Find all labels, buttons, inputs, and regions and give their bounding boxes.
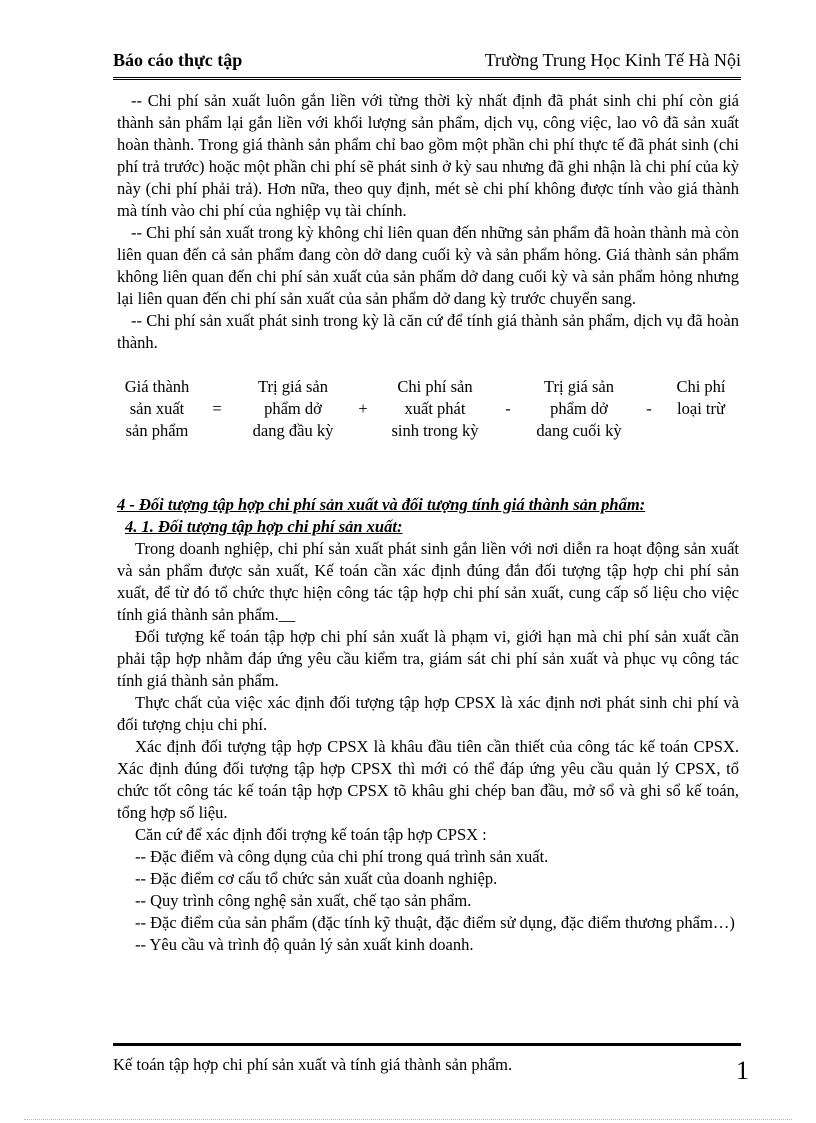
formula-operator: = <box>212 399 222 418</box>
formula-operator: - <box>505 399 511 418</box>
paragraph: -- Chi phí sản xuất phát sinh trong kỳ là căn cứ để tính giá thành sản phẩm, dịch vụ đã hoàn thành. <box>117 311 739 352</box>
subsection-heading: 4. 1. Đối tượng tập hợp chi phí sản xuất: <box>125 517 403 536</box>
list-item: -- Đặc điểm và công dụng của chi phí trong quá trình sản xuất. <box>135 847 549 866</box>
paragraph: Đối tượng kế toán tập hợp chi phí sản xuất là phạm vi, giới hạn mà chi phí sản xuất cần phải tập hợp nhằm đáp ứng yêu cầu kiểm tra, giám sát chi phí sản xuất và phục vụ công tác tính giá thành sản phẩm. <box>117 627 739 690</box>
paragraph: Xác định đối tượng tập hợp CPSX là khâu đầu tiên cần thiết của công tác kế toán CPSX. Xác định đúng đối tượng tập hợp CPSX thì mới có thể đáp ứng yêu cầu quản lý CPSX, tổ chức tốt công tác kế toán tập hợp CPSX tõ khâu ghi chép ban đầu, mở sổ và ghi sổ kế toán, tổng hợp số liệu. <box>117 737 739 822</box>
page-body <box>117 90 739 956</box>
formula-term-closing-wip: Trị giá sản phẩm dở dang cuối kỳ <box>536 377 622 440</box>
footer-text: Kế toán tập hợp chi phí sản xuất và tính giá thành sản phẩm. <box>113 1055 513 1074</box>
paragraph: -- Chi phí sản xuất trong kỳ không chỉ liên quan đến những sản phẩm đã hoàn thành mà còn liên quan đến cả sản phẩm đang còn dở dang cuối kỳ và sản phẩm hỏng. Giá thành sản phẩm không liên quan đến chi phí sản xuất của sản phẩm dở dang cuối kỳ và sản phẩm hỏng nhưng lại liên quan đến chi phí sản xuất của sản phẩm dở dang kỳ trước chuyển sang. <box>117 223 739 308</box>
paragraph: Trong doanh nghiệp, chi phí sản xuất phát sinh gắn liền với nơi diễn ra hoạt động sản xuất và sản phẩm được sản xuất, Kế toán cần xác định đúng đắn đối tượng tập hợp chi phí sản xuất, để từ đó tổ chức thực hiện công tác tập hợp chi phí sản xuất, cung cấp số liệu cho việc tính giá thành sản phẩm.__ <box>117 539 739 624</box>
list-item: -- Đặc điểm cơ cấu tổ chức sản xuất của doanh nghiệp. <box>135 869 498 888</box>
paragraph: Căn cứ để xác định đối trợng kế toán tập hợp CPSX : <box>135 825 487 844</box>
formula-term-period-cost: Chi phí sản xuất phát sinh trong kỳ <box>391 377 479 440</box>
page-footer <box>113 1055 749 1085</box>
list-item: -- Yêu cầu và trình độ quản lý sản xuất kinh doanh. <box>135 935 474 954</box>
cost-formula <box>117 376 739 448</box>
list-item: -- Quy trình công nghệ sản xuất, chế tạo sản phẩm. <box>135 891 472 910</box>
formula-term-opening-wip: Trị giá sản phẩm dở dang đầu kỳ <box>252 377 334 440</box>
paragraph: -- Chi phí sản xuất luôn gắn liền với từng thời kỳ nhất định đã phát sinh chi phí còn giá thành sản phẩm lại gắn liền với khối lượng sản phẩm, dịch vụ, công việc, lao vô đã sản xuất hoàn thành. Trong giá thành sản phẩm chỉ bao gồm một phần chi phí thực tế đã phát sinh (chi phí trả trước) hoặc một phần chi phí sẽ phát sinh ở kỳ sau nhưng đã ghi nhận là chi phí của kỳ này (chi phí phải trả). Hơn nữa, theo quy định, mét sè chi phí không được tính vào giá thành mà tính vào chi phí của nghiệp vụ tài chính. <box>117 91 739 220</box>
page-edge-dotted-line <box>24 1119 792 1120</box>
header-report-title: Báo cáo thực tập <box>113 50 243 70</box>
formula-term-excluded-cost: Chi phí loại trừ <box>676 377 726 418</box>
page-number: 1 <box>736 1056 749 1085</box>
list-item: -- Đặc điểm của sản phẩm (đặc tính kỹ thuật, đặc điểm sử dụng, đặc điểm thương phẩm…) <box>135 913 735 932</box>
paragraph: Thực chất của việc xác định đối tượng tập hợp CPSX là xác định nơi phát sinh chi phí và đối tượng chịu chi phí. <box>117 693 739 734</box>
section-heading: 4 - Đối tượng tập hợp chi phí sản xuất và đối tượng tính giá thành sản phẩm: <box>117 495 646 514</box>
footer-divider <box>113 1043 741 1046</box>
header-school-name: Trường Trung Học Kinh Tế Hà Nội <box>484 50 741 70</box>
page-header <box>113 48 741 72</box>
header-divider <box>113 77 741 83</box>
formula-term-product-cost: Giá thành sản xuất sản phẩm <box>124 377 190 440</box>
formula-operator: - <box>646 399 652 418</box>
formula-operator: + <box>358 399 368 418</box>
